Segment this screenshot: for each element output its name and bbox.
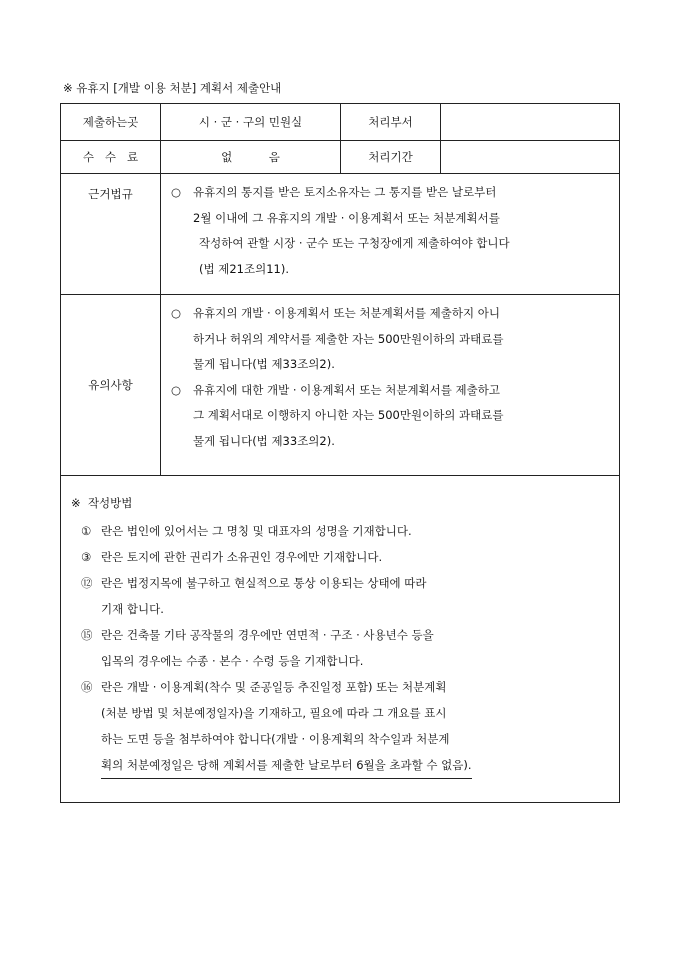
method-16-line-3: 하는 도면 등을 첨부하여야 합니다(개발 · 이용계획의 착수일과 처분계 bbox=[101, 732, 450, 746]
method-16-line-2: (처분 방법 및 처분예정일자)을 기재하고, 필요에 따라 그 개요를 표시 bbox=[101, 706, 447, 720]
marker-16: ⑯ bbox=[81, 680, 93, 694]
basis-row bbox=[61, 174, 619, 295]
notes-text bbox=[161, 295, 619, 475]
page-title: ※ 유휴지 [개발 이용 처분] 계획서 제출안내 bbox=[63, 81, 282, 95]
marker-1: ① bbox=[81, 524, 92, 538]
marker-15: ⑮ bbox=[81, 628, 93, 642]
note-1-line-3: 물게 됩니다(법 제33조의2). bbox=[193, 357, 335, 371]
dept-label: 처리부서 bbox=[341, 104, 441, 140]
basis-label: 근거법규 bbox=[61, 174, 161, 294]
method-3-line-1: 란은 토지에 관한 권리가 소유권인 경우에만 기재합니다. bbox=[101, 550, 383, 564]
basis-line-2: 2월 이내에 그 유휴지의 개발 · 이용계획서 또는 처분계획서를 bbox=[193, 210, 500, 225]
basis-line-4: (법 제21조의11). bbox=[199, 261, 289, 276]
method-16-line-1: 란은 개발 · 이용계획(착수 및 준공일등 추진일정 포함) 또는 처분계획 bbox=[101, 680, 447, 694]
fee-label: 수 수 료 bbox=[61, 141, 161, 173]
method-12-line-1: 란은 법정지목에 불구하고 현실적으로 통상 이용되는 상태에 따라 bbox=[101, 576, 427, 590]
method-header: ※ 작성방법 bbox=[71, 496, 133, 510]
basis-text bbox=[161, 174, 619, 294]
info-row-fee bbox=[61, 141, 619, 174]
note-1-line-1: 유휴지의 개발 · 이용계획서 또는 처분계획서를 제출하지 아니 bbox=[193, 306, 500, 320]
guide-form bbox=[60, 103, 620, 803]
notes-label: 유의사항 bbox=[61, 295, 161, 475]
fee-value: 없 음 bbox=[161, 141, 341, 173]
info-row-submit bbox=[61, 104, 619, 141]
note-2-line-2: 그 계획서대로 이행하지 아니한 자는 500만원이하의 과태료를 bbox=[193, 408, 504, 422]
note-1-line-2: 하거나 허위의 계약서를 제출한 자는 500만원이하의 과태료를 bbox=[193, 331, 504, 346]
submit-label: 제출하는곳 bbox=[61, 104, 161, 140]
method-15-line-1: 란은 건축물 기타 공작물의 경우에만 연면적 · 구조 · 사용년수 등을 bbox=[101, 628, 434, 642]
basis-line-3: 작성하여 관할 시장 · 군수 또는 구청장에게 제출하여야 합니다 bbox=[199, 236, 510, 250]
method-15-line-2: 입목의 경우에는 수종 · 본수 · 수령 등을 기재합니다. bbox=[101, 654, 364, 668]
writing-method bbox=[61, 476, 619, 802]
note-2-line-3: 물게 됩니다(법 제33조의2). bbox=[193, 433, 335, 448]
notes-row bbox=[61, 295, 619, 476]
marker-3: ③ bbox=[81, 550, 92, 564]
bullet-icon: ○ bbox=[171, 185, 182, 199]
submit-value: 시 · 군 · 구의 민원실 bbox=[161, 104, 341, 140]
dept-value bbox=[441, 104, 619, 140]
bullet-icon: ○ bbox=[171, 382, 182, 397]
period-value bbox=[441, 141, 619, 173]
note-2-line-1: 유휴지에 대한 개발 · 이용계획서 또는 처분계획서를 제출하고 bbox=[193, 382, 500, 397]
basis-line-1: 유휴지의 통지를 받은 토지소유자는 그 통지를 받은 날로부터 bbox=[193, 185, 497, 199]
marker-12: ⑫ bbox=[81, 576, 93, 590]
period-label: 처리기간 bbox=[341, 141, 441, 173]
method-16-line-4: 획의 처분예정일은 당해 계획서를 제출한 날로부터 6월을 초과할 수 없음). bbox=[101, 752, 472, 779]
method-12-line-2: 기재 합니다. bbox=[101, 602, 164, 616]
method-1-line-1: 란은 법인에 있어서는 그 명칭 및 대표자의 성명을 기재합니다. bbox=[101, 524, 412, 538]
bullet-icon: ○ bbox=[171, 306, 182, 320]
